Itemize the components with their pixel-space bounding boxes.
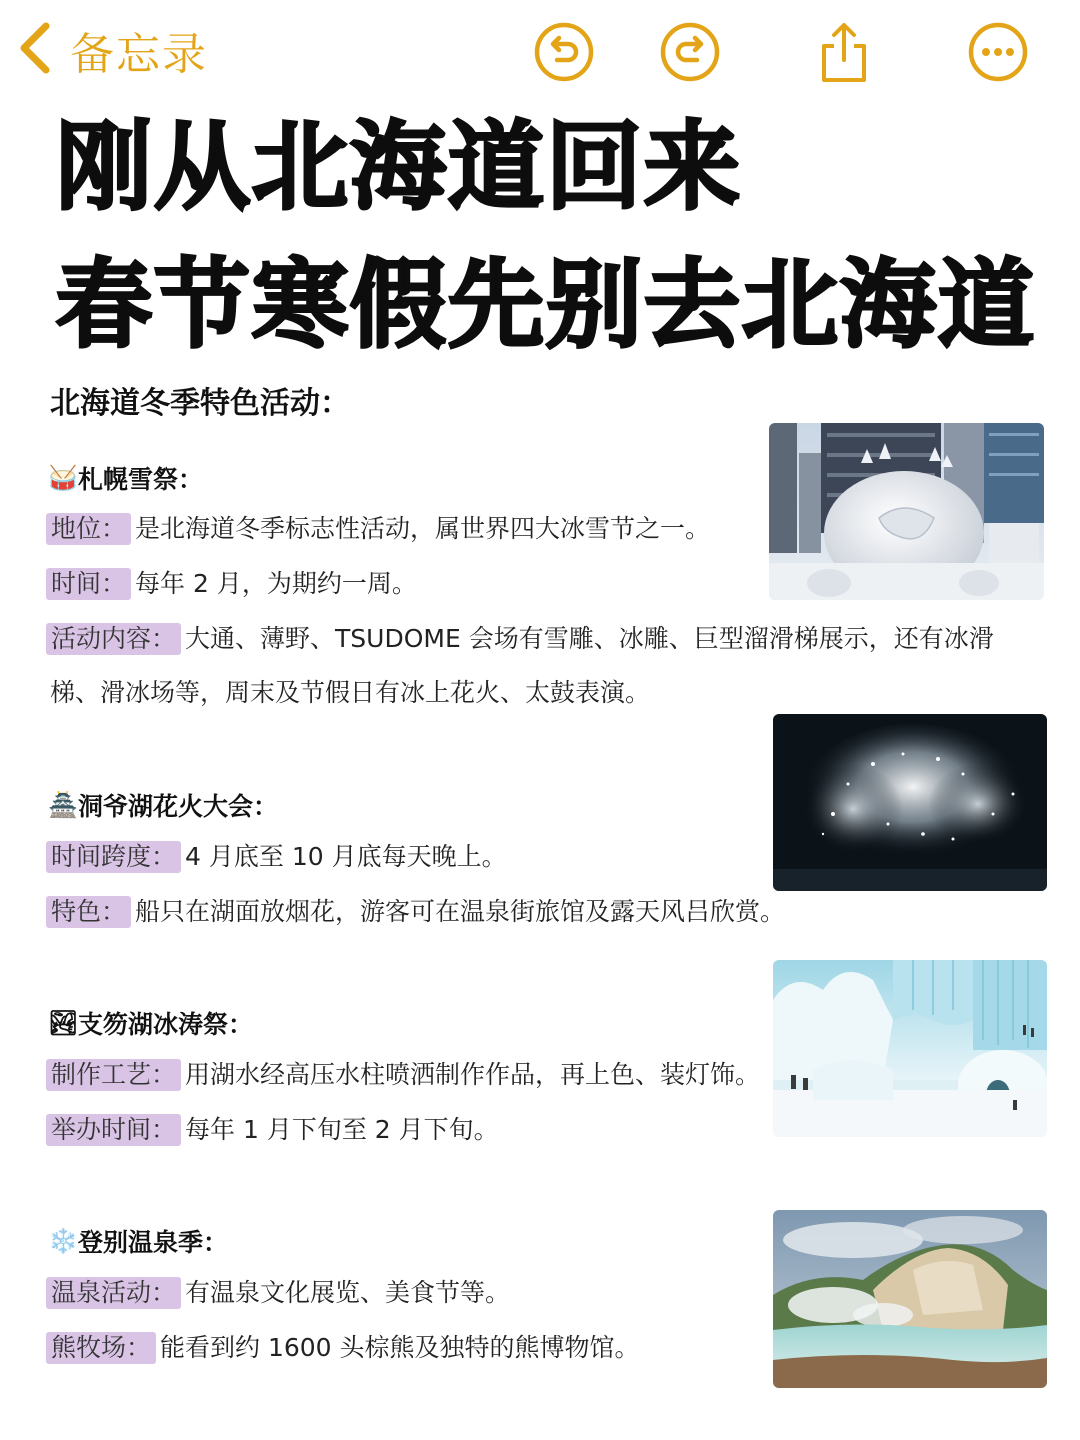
snowflake-icon: ❄️ bbox=[48, 1227, 78, 1255]
field-tag: 地位： bbox=[46, 513, 131, 545]
event-line bbox=[46, 1331, 640, 1365]
field-text: 是北海道冬季标志性活动，属世界四大冰雪节之一。 bbox=[135, 514, 711, 543]
share-icon bbox=[812, 20, 876, 84]
field-text: 有温泉文化展览、美食节等。 bbox=[185, 1278, 511, 1307]
field-tag: 活动内容： bbox=[46, 623, 181, 655]
field-text: 能看到约 1600 头棕熊及独特的熊博物馆。 bbox=[160, 1333, 640, 1362]
event-name: 登别温泉季： bbox=[78, 1228, 229, 1257]
field-tag: 熊牧场： bbox=[46, 1332, 156, 1364]
event-line bbox=[46, 1113, 499, 1147]
redo-icon bbox=[658, 20, 722, 84]
redo-button[interactable] bbox=[658, 20, 722, 84]
event-heading-noboribetsu bbox=[48, 1223, 228, 1259]
chevron-left-icon bbox=[14, 18, 56, 82]
event-heading-sapporo bbox=[48, 460, 203, 496]
castle-icon: 🏯 bbox=[48, 791, 78, 819]
snow-sculpture-photo[interactable] bbox=[769, 423, 1044, 600]
share-button[interactable] bbox=[812, 20, 876, 84]
field-text: 4 月底至 10 月底每天晚上。 bbox=[185, 842, 507, 871]
event-heading-toya bbox=[48, 787, 278, 823]
event-line bbox=[46, 1058, 760, 1092]
field-tag: 特色： bbox=[46, 896, 131, 928]
event-line bbox=[46, 1276, 510, 1310]
field-text-continued: 梯、滑冰场等，周末及节假日有冰上花火、太鼓表演。 bbox=[50, 678, 651, 707]
event-name: 札幌雪祭： bbox=[78, 465, 204, 494]
hot-spring-photo[interactable] bbox=[773, 1210, 1047, 1388]
note-title bbox=[56, 98, 1066, 374]
event-name: 支笏湖冰涛祭： bbox=[78, 1010, 254, 1039]
event-line bbox=[46, 840, 507, 874]
field-tag: 时间： bbox=[46, 568, 131, 600]
ice-festival-photo[interactable] bbox=[773, 960, 1047, 1137]
event-line bbox=[46, 622, 994, 656]
event-name: 洞爷湖花火大会： bbox=[78, 792, 279, 821]
back-button[interactable] bbox=[14, 18, 208, 82]
field-tag: 举办时间： bbox=[46, 1114, 181, 1146]
field-text: 用湖水经高压水柱喷洒制作作品，再上色、装灯饰。 bbox=[185, 1060, 761, 1089]
field-tag: 制作工艺： bbox=[46, 1059, 181, 1091]
field-tag: 温泉活动： bbox=[46, 1277, 181, 1309]
title-line-2: 春节寒假先别去北海道 bbox=[56, 249, 1036, 361]
more-icon bbox=[966, 20, 1030, 84]
field-text: 船只在湖面放烟花，游客可在温泉街旅馆及露天风吕欣赏。 bbox=[135, 897, 786, 926]
undo-icon bbox=[532, 20, 596, 84]
landscape-icon: 🏞 bbox=[48, 1009, 79, 1037]
event-line bbox=[46, 567, 417, 601]
field-text: 每年 2 月，为期约一周。 bbox=[135, 569, 417, 598]
event-line bbox=[46, 512, 710, 546]
field-text: 每年 1 月下旬至 2 月下旬。 bbox=[185, 1115, 499, 1144]
notes-toolbar bbox=[0, 0, 1080, 100]
undo-button[interactable] bbox=[532, 20, 596, 84]
field-tag: 时间跨度： bbox=[46, 841, 181, 873]
fireworks-photo[interactable] bbox=[773, 714, 1047, 891]
section-heading: 北海道冬季特色活动： bbox=[50, 386, 350, 421]
title-line-1: 刚从北海道回来 bbox=[56, 111, 742, 223]
drum-icon: 🥁 bbox=[48, 464, 78, 492]
event-line bbox=[46, 895, 785, 929]
more-button[interactable] bbox=[966, 20, 1030, 84]
event-heading-shikotsu bbox=[48, 1005, 253, 1041]
field-text: 大通、薄野、TSUDOME 会场有雪雕、冰雕、巨型溜滑梯展示，还有冰滑 bbox=[185, 624, 994, 653]
back-label: 备忘录 bbox=[70, 29, 208, 80]
